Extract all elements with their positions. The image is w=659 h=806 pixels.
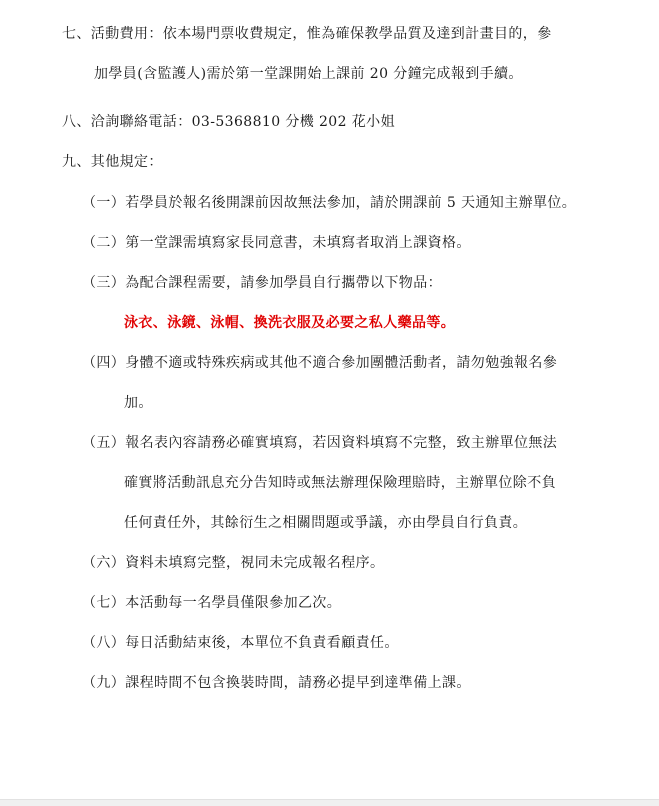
rule-item-9: （九）課程時間不包含換裝時間，請務必提早到達準備上課。: [82, 675, 471, 691]
rule-item-6: （六）資料未填寫完整，視同未完成報名程序。: [82, 555, 385, 571]
rule-item-5-line-3: 任何責任外，其餘衍生之相關問題或爭議，亦由學員自行負責。: [124, 515, 528, 531]
section-8-contact: 八、洽詢聯絡電話：03-5368810 分機 202 花小姐: [62, 114, 395, 130]
page-bottom-edge: [0, 799, 659, 806]
rule-item-8: （八）每日活動結束後，本單位不負責看顧責任。: [82, 635, 399, 651]
section-7-line-1: 七、活動費用：依本場門票收費規定，惟為確保教學品質及達到計畫目的，參: [62, 26, 552, 42]
section-9-heading: 九、其他規定：: [62, 154, 163, 170]
rule-item-7: （七）本活動每一名學員僅限參加乙次。: [82, 595, 342, 611]
section-7-line-2: 加學員(含監護人)需於第一堂課開始上課前 20 分鐘完成報到手續。: [94, 66, 523, 82]
rule-item-5-line-2: 確實將活動訊息充分告知時或無法辦理保險理賠時，主辦單位除不負: [124, 475, 556, 491]
rule-item-3: （三）為配合課程需要，請參加學員自行攜帶以下物品：: [82, 275, 442, 291]
rule-item-4-line-1: （四）身體不適或特殊疾病或其他不適合參加團體活動者，請勿勉強報名參: [82, 355, 558, 371]
rule-item-4-line-2: 加。: [124, 395, 153, 411]
rule-item-2: （二）第一堂課需填寫家長同意書，未填寫者取消上課資格。: [82, 235, 471, 251]
rule-item-1: （一）若學員於報名後開課前因故無法參加，請於開課前 5 天通知主辦單位。: [82, 195, 577, 211]
required-items-highlight: 泳衣、泳鏡、泳帽、換洗衣服及必要之私人藥品等。: [124, 315, 456, 331]
rule-item-5-line-1: （五）報名表內容請務必確實填寫，若因資料填寫不完整，致主辦單位無法: [82, 435, 558, 451]
